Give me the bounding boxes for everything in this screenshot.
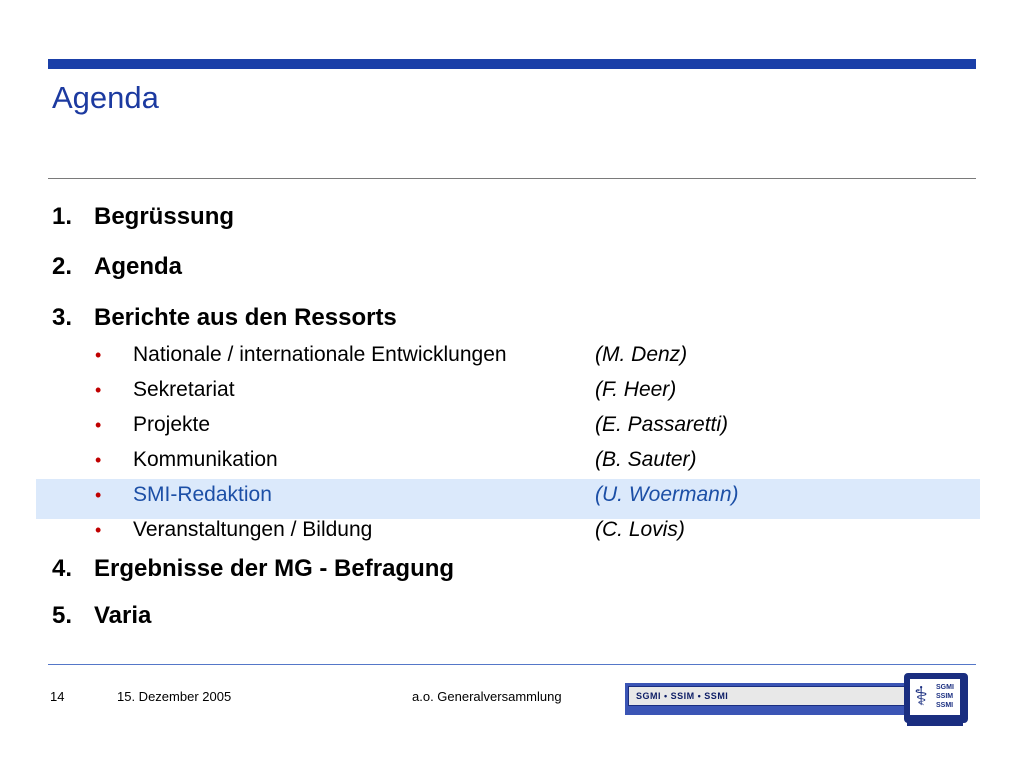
monitor-screen [910,679,960,715]
monitor-icon [904,673,968,723]
footer-divider [48,664,976,665]
item-number: 2. [52,253,73,280]
header-bar [48,59,976,69]
subitem-person: (F. Heer) [595,378,677,401]
logo-band [625,683,935,715]
footer-event: a.o. Generalversammlung [412,689,562,704]
subitem-person: (B. Sauter) [595,448,697,471]
item-number: 3. [52,304,73,331]
subitem-label: Sekretariat [133,378,235,401]
bullet-icon: • [95,520,102,540]
subitem-person: (U. Woermann) [595,483,739,506]
slide-title: Agenda [52,80,159,115]
subitem-label: Kommunikation [133,448,278,471]
logo-band-inner [628,686,930,706]
item-label: Begrüssung [94,203,235,230]
agenda-item-3 [52,303,397,333]
logo-band-text: SGMI • SSIM • SSMI [636,691,729,701]
item-number: 4. [52,555,73,582]
subitem-person: (M. Denz) [595,343,688,366]
subitem-label: Nationale / internationale Entwicklungen [133,343,507,366]
bullet-icon: • [95,450,102,470]
logo-letter-line: SGMI [936,684,954,691]
item-label: Varia [94,602,152,629]
agenda-item-5 [52,601,151,631]
item-number: 5. [52,602,73,629]
bullet-icon: • [95,345,102,365]
bullet-icon: • [95,380,102,400]
agenda-item-2 [52,252,182,282]
subitem-label: SMI-Redaktion [133,483,272,506]
agenda-item-4 [52,554,454,584]
subitem-person: (C. Lovis) [595,518,685,541]
footer-date: 15. Dezember 2005 [117,689,232,704]
item-label: Ergebnisse der MG - Befragung [94,555,455,582]
bullet-icon: • [95,485,102,505]
subitem-person: (E. Passaretti) [595,413,729,436]
logo-letters [936,683,954,710]
title-divider [48,178,976,179]
sgmi-logo [625,673,977,729]
subitem-label: Veranstaltungen / Bildung [133,518,373,541]
logo-letter-line: SSIM [936,693,954,700]
item-number: 1. [52,203,73,230]
monitor-stand [907,721,963,726]
caduceus-icon: ⚕ [914,681,929,711]
page-number: 14 [50,689,65,704]
subitem-label: Projekte [133,413,211,436]
bullet-icon: • [95,415,102,435]
logo-letter-line: SSMI [936,702,954,709]
agenda-item-1 [52,202,234,232]
item-label: Berichte aus den Ressorts [94,304,397,331]
item-label: Agenda [94,253,183,280]
